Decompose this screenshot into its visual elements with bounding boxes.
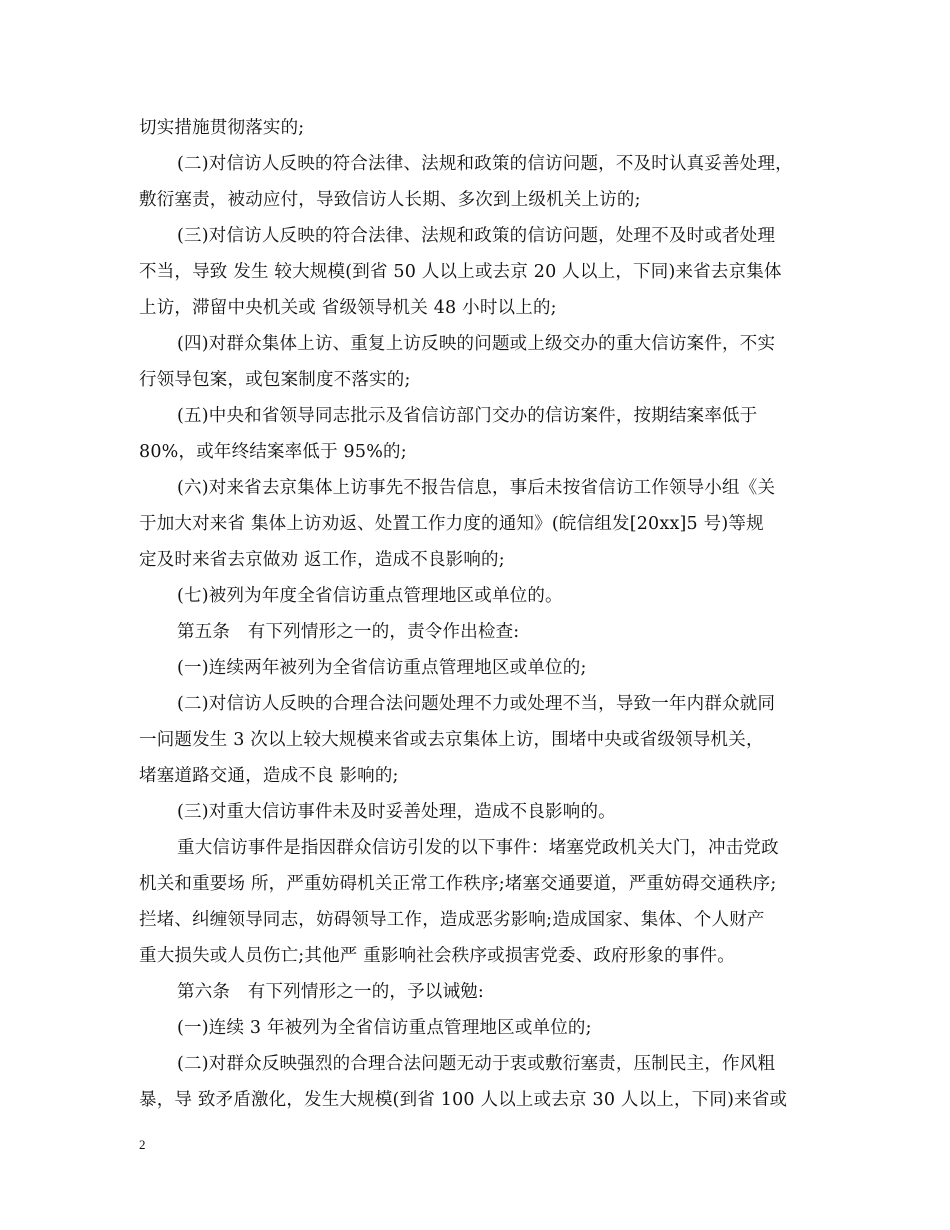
text-line: 重大信访事件是指因群众信访引发的以下事件：堵塞党政机关大门，冲击党政 (177, 838, 779, 858)
text-line: (二)对群众反映强烈的合理合法问题无动于衷或敷衍塞责，压制民主，作风粗 (177, 1054, 776, 1074)
article-heading: 第六条 有下列情形之一的，予以诫勉: (177, 982, 484, 1002)
text-line: (四)对群众集体上访、重复上访反映的问题或上级交办的重大信访案件，不实 (177, 334, 776, 354)
page-number: 2 (139, 1137, 146, 1152)
text-line: (二)对信访人反映的合理合法问题处理不力或处理不当，导致一年内群众就同 (177, 694, 776, 714)
text-line: (一)连续 3 年被列为全省信访重点管理地区或单位的; (177, 1018, 592, 1038)
text-line: (五)中央和省领导同志批示及省信访部门交办的信访案件，按期结案率低于 (177, 406, 758, 426)
text-line: 不当，导致 发生 较大规模(到省 50 人以上或去京 20 人以上，下同)来省去京集体 (139, 262, 782, 282)
text-line: 定及时来省去京做劝 返工作，造成不良影响的; (139, 550, 505, 570)
text-line: 拦堵、纠缠领导同志，妨碍领导工作，造成恶劣影响;造成国家、集体、个人财产 (139, 910, 765, 930)
text-line: 行领导包案，或包案制度不落实的; (139, 370, 411, 390)
text-line: 切实措施贯彻落实的; (139, 118, 305, 138)
text-line: 敷衍塞责，被动应付，导致信访人长期、多次到上级机关上访的; (139, 190, 641, 210)
text-line: (三)对重大信访事件未及时妥善处理，造成不良影响的。 (177, 802, 616, 822)
text-line: 上访，滞留中央机关或 省级领导机关 48 小时以上的; (139, 298, 557, 318)
text-line: (七)被列为年度全省信访重点管理地区或单位的。 (177, 586, 563, 606)
text-line: 一问题发生 3 次以上较大规模来省或去京集体上访，围堵中央或省级领导机关， (139, 730, 764, 750)
text-line: (三)对信访人反映的符合法律、法规和政策的信访问题，处理不及时或者处理 (177, 226, 776, 246)
text-line: 于加大对来省 集体上访劝返、处置工作力度的通知》(皖信组发[20xx]5 号)等规 (139, 514, 764, 534)
text-line: 暴，导 致矛盾激化，发生大规模(到省 100 人以上或去京 30 人以上，下同)来省或 (139, 1090, 788, 1110)
article-heading: 第五条 有下列情形之一的，责令作出检查: (177, 622, 520, 642)
text-line: 机关和重要场 所，严重妨碍机关正常工作秩序;堵塞交通要道，严重妨碍交通秩序; (139, 874, 777, 894)
text-line: (二)对信访人反映的符合法律、法规和政策的信访问题，不及时认真妥善处理， (177, 154, 793, 174)
text-line: 80%，或年终结案率低于 95%的; (139, 442, 407, 462)
text-line: (六)对来省去京集体上访事先不报告信息，事后未按省信访工作领导小组《关 (177, 478, 776, 498)
text-line: (一)连续两年被列为全省信访重点管理地区或单位的; (177, 658, 587, 678)
text-line: 堵塞道路交通，造成不良 影响的; (139, 766, 399, 786)
text-line: 重大损失或人员伤亡;其他严 重影响社会秩序或损害党委、政府形象的事件。 (139, 946, 735, 966)
